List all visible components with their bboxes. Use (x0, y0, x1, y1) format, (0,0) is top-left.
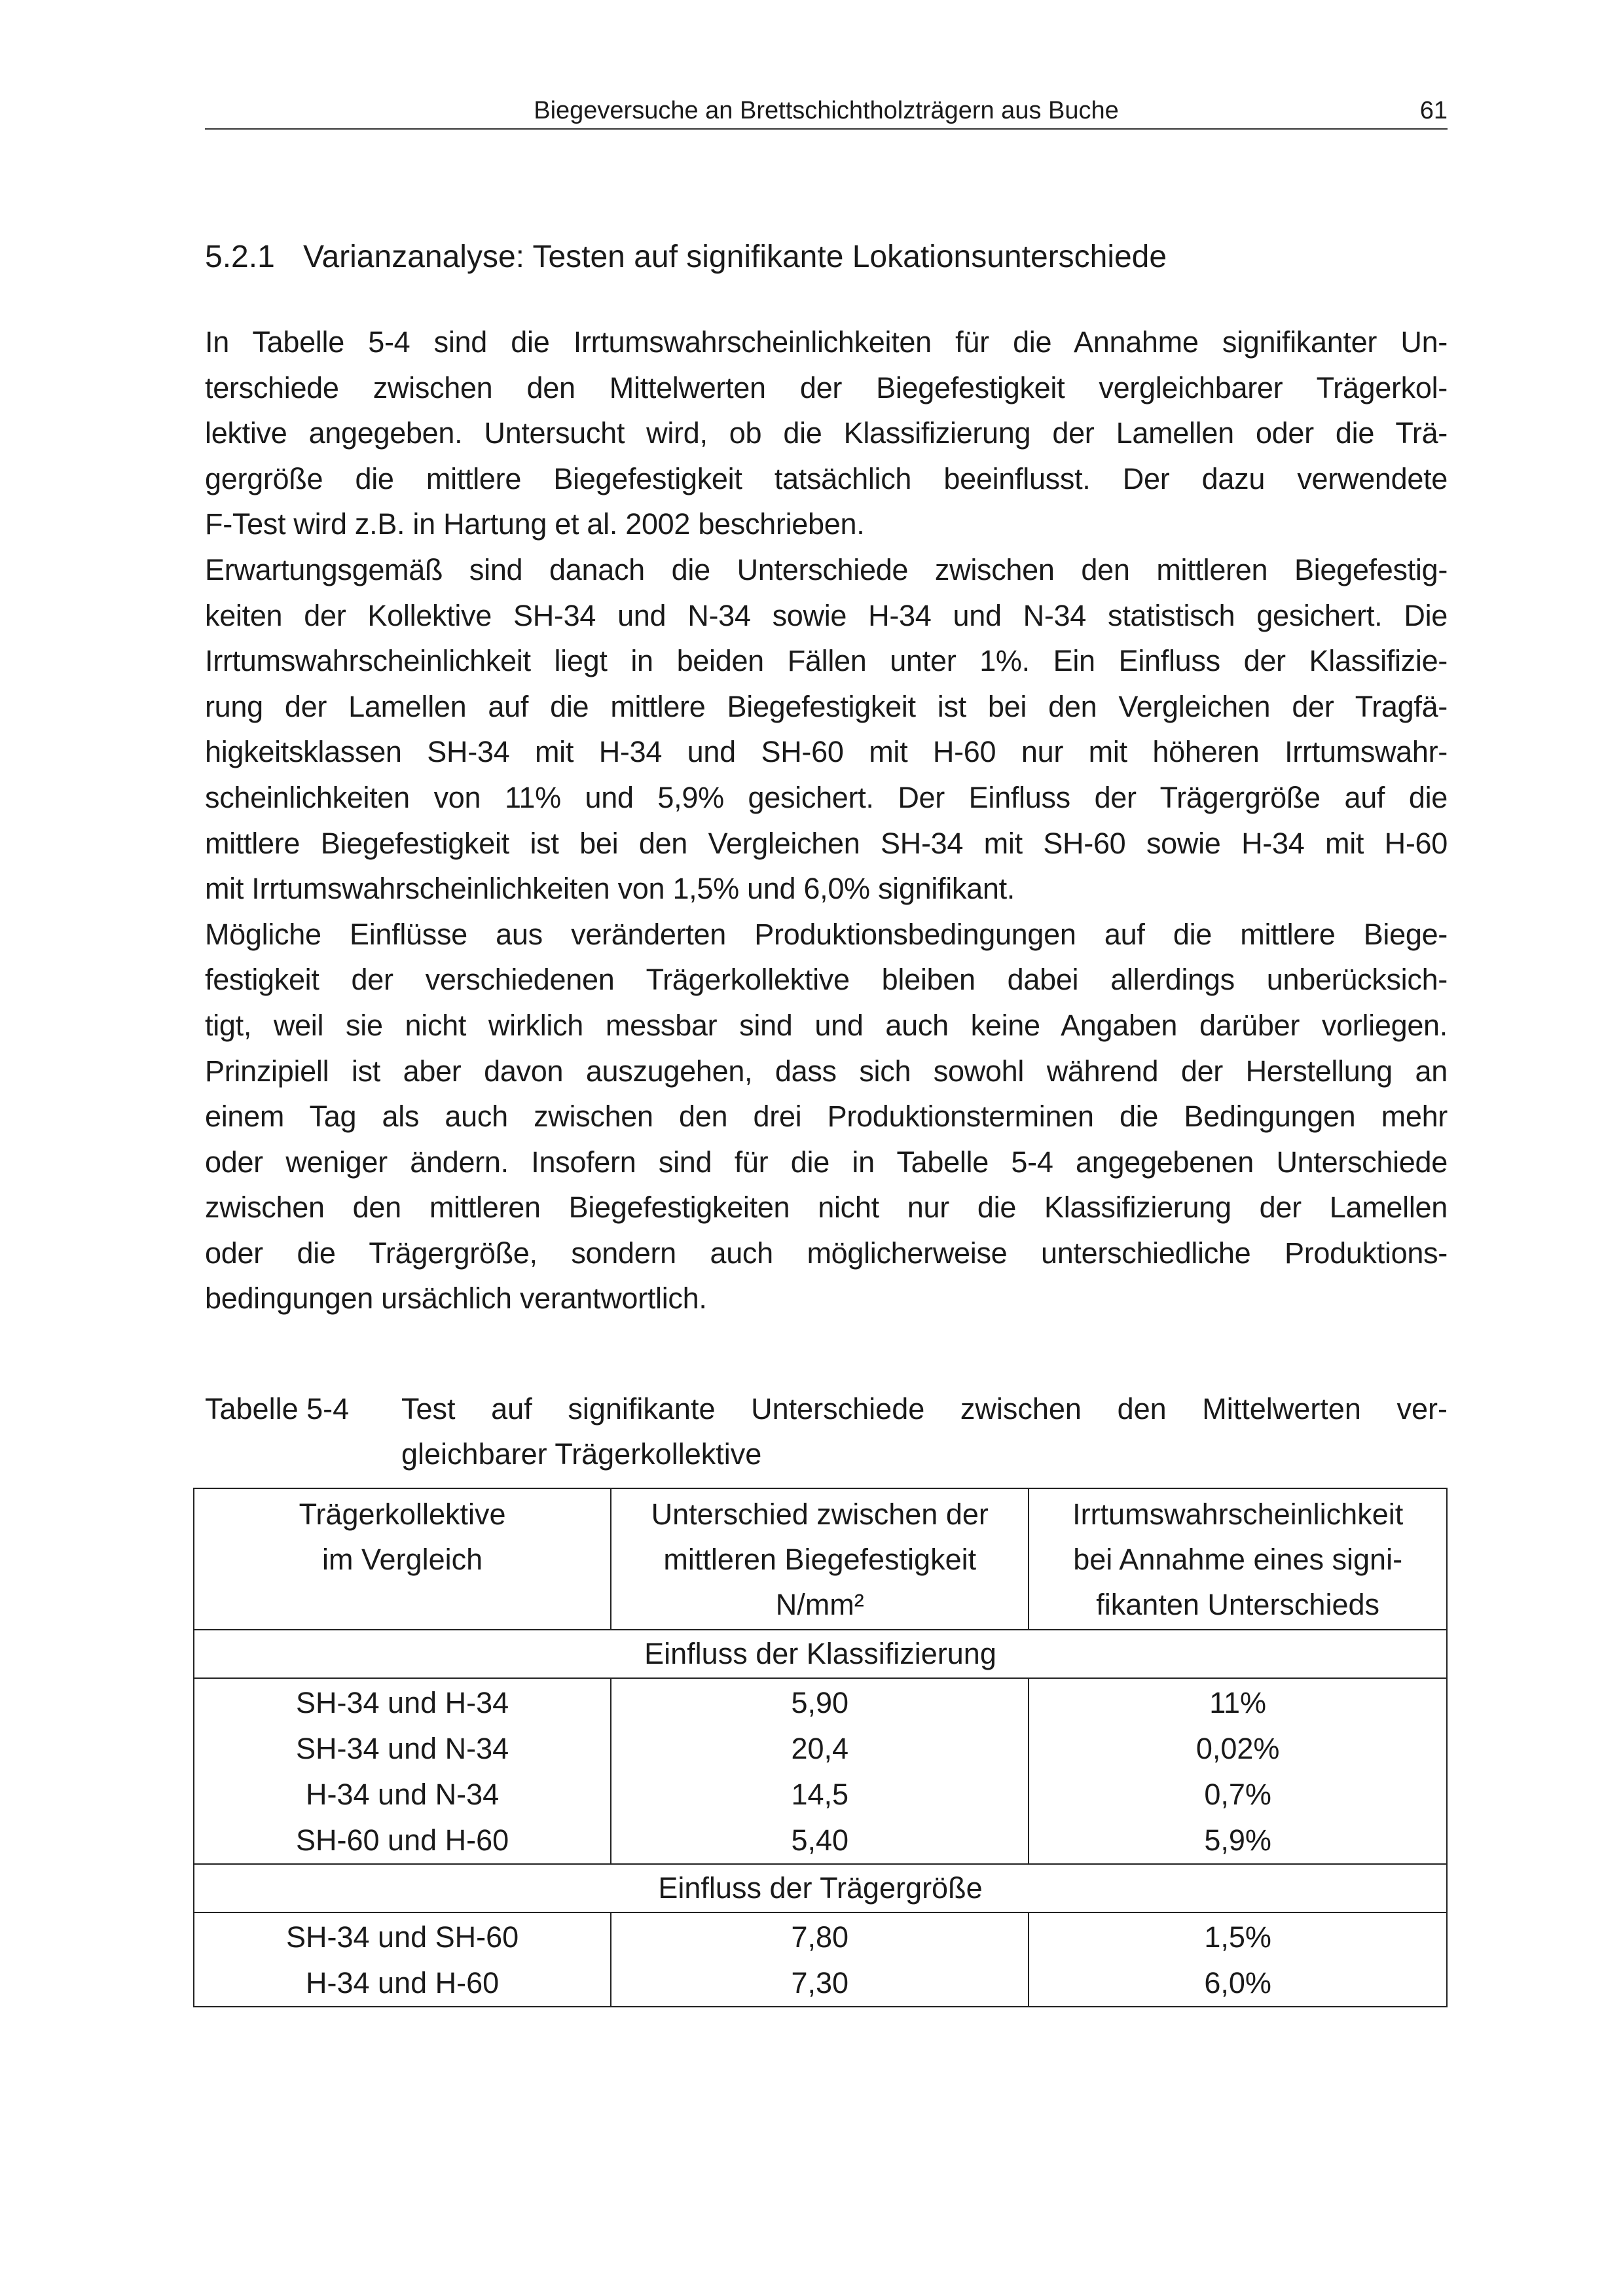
table-row (194, 1678, 1447, 1864)
cell-value: SH-60 und H-60 (296, 1823, 509, 1857)
header-line: Irrtumswahrscheinlichkeit (1072, 1498, 1404, 1531)
text-line: lektive angegeben. Untersucht wird, ob die Klassifizierung der Lamellen oder die Trä- (205, 416, 1448, 450)
cell-value: 5,90 (791, 1686, 849, 1719)
column-header (194, 1488, 611, 1630)
table-caption (205, 1386, 1448, 1477)
header-row (194, 1488, 1447, 1630)
column-header (1029, 1488, 1447, 1630)
header-line: fikanten Unterschieds (1096, 1588, 1380, 1621)
cell-value: H-34 und H-60 (306, 1966, 500, 2000)
text-line: Erwartungsgemäß sind danach die Unterschiede zwischen den mittleren Biegefestig- (205, 552, 1448, 586)
text-line: mit Irrtumswahrscheinlichkeiten von 1,5% und 6,0% signifikant. (205, 872, 1015, 906)
text-line: higkeitsklassen SH-34 mit H-34 und SH-60 mit H-60 nur mit höheren Irrtumswahr- (205, 735, 1448, 769)
column-header (611, 1488, 1029, 1630)
section-heading (205, 239, 1167, 275)
page-number: 61 (1419, 97, 1448, 124)
header-line: N/mm² (775, 1588, 864, 1621)
text-line: F-Test wird z.B. in Hartung et al. 2002 beschrieben. (205, 507, 865, 541)
table-row (194, 1912, 1447, 2007)
results-table (193, 1488, 1448, 2007)
text-line: mittlere Biegefestigkeit ist bei den Vergleichen SH-34 mit SH-60 sowie H-34 mit H-60 (205, 826, 1448, 860)
cell-value: 0,02% (1195, 1732, 1280, 1765)
section-number: 5.2.1 (205, 240, 275, 274)
text-line: rung der Lamellen auf die mittlere Biegefestigkeit ist bei den Vergleichen der Tragfä- (205, 689, 1448, 723)
text-line: oder weniger ändern. Insofern sind für die in Tabelle 5-4 angegebenen Unterschiede (205, 1145, 1448, 1179)
cell-value: 5,9% (1204, 1823, 1271, 1857)
table-cell (1029, 1678, 1447, 1864)
header-line: bei Annahme eines signi- (1073, 1543, 1403, 1576)
group-row (194, 1864, 1447, 1912)
cell-value: SH-34 und SH-60 (285, 1920, 519, 1954)
text-line: bedingungen ursächlich verantwortlich. (205, 1282, 707, 1316)
group-title: Einfluss der Klassifizierung (194, 1630, 1447, 1678)
cell-value: 5,40 (791, 1823, 849, 1857)
cell-value: 14,5 (791, 1778, 849, 1811)
text-line: oder die Trägergröße, sondern auch möglicherweise unterschiedliche Produktions- (205, 1236, 1448, 1270)
text-line: scheinlichkeiten von 11% und 5,9% gesichert. Der Einfluss der Trägergröße auf die (205, 780, 1448, 814)
header-line: Unterschied zwischen der (651, 1498, 989, 1531)
text-line: terschiede zwischen den Mittelwerten der Biegefestigkeit vergleichbarer Trägerkol- (205, 370, 1448, 404)
text-line: einem Tag als auch zwischen den drei Produktionsterminen die Bedingungen mehr (205, 1100, 1448, 1134)
table-cell (1029, 1912, 1447, 2007)
text-line: festigkeit der verschiedenen Trägerkollektive bleiben dabei allerdings unberücksich- (205, 963, 1448, 997)
text-line: tigt, weil sie nicht wirklich messbar sind und auch keine Angaben darüber vorliegen. (205, 1008, 1448, 1042)
caption-text-line: Test auf signifikante Unterschiede zwischen den Mittelwerten ver- (401, 1392, 1448, 1426)
text-line: zwischen den mittleren Biegefestigkeiten nicht nur die Klassifizierung der Lamellen (205, 1191, 1448, 1225)
text-line: Prinzipiell ist aber davon auszugehen, dass sich sowohl während der Herstellung an (205, 1054, 1448, 1088)
cell-value: SH-34 und N-34 (296, 1732, 509, 1765)
text-line: In Tabelle 5-4 sind die Irrtumswahrscheinlichkeiten für die Annahme signifikanter Un- (205, 325, 1448, 359)
body-text (205, 319, 1448, 1321)
group-title: Einfluss der Trägergröße (194, 1864, 1447, 1912)
caption-text-line: gleichbarer Trägerkollektive (401, 1437, 762, 1471)
cell-value: H-34 und N-34 (306, 1778, 500, 1811)
group-row (194, 1630, 1447, 1678)
running-title: Biegeversuche an Brettschichtholzträgern aus Buche (534, 97, 1119, 124)
header-line: Trägerkollektive (299, 1498, 506, 1531)
section-title: Varianzanalyse: Testen auf signifikante Lokationsunterschiede (303, 240, 1167, 274)
caption-label: Tabelle 5-4 (205, 1392, 350, 1426)
cell-value: 1,5% (1204, 1920, 1271, 1954)
table-cell (194, 1678, 611, 1864)
text-line: keiten der Kollektive SH-34 und N-34 sowie H-34 und N-34 statistisch gesichert. Die (205, 598, 1448, 632)
cell-value: 7,30 (791, 1966, 849, 2000)
text-line: gergröße die mittlere Biegefestigkeit tatsächlich beeinflusst. Der dazu verwendete (205, 461, 1448, 495)
page-header (205, 92, 1448, 130)
text-line: Irrtumswahrscheinlichkeit liegt in beiden Fällen unter 1%. Ein Einfluss der Klassifizie- (205, 644, 1448, 678)
cell-value: 6,0% (1204, 1966, 1271, 2000)
cell-value: 0,7% (1204, 1778, 1271, 1811)
table-cell (611, 1912, 1029, 2007)
header-line: mittleren Biegefestigkeit (663, 1543, 977, 1576)
text-line: Mögliche Einflüsse aus veränderten Produktionsbedingungen auf die mittlere Biege- (205, 917, 1448, 951)
table-cell (611, 1678, 1029, 1864)
cell-value: SH-34 und H-34 (296, 1686, 509, 1719)
cell-value: 11% (1209, 1686, 1267, 1719)
cell-value: 7,80 (791, 1920, 849, 1954)
cell-value: 20,4 (791, 1732, 849, 1765)
table-cell (194, 1912, 611, 2007)
header-line: im Vergleich (322, 1543, 483, 1576)
